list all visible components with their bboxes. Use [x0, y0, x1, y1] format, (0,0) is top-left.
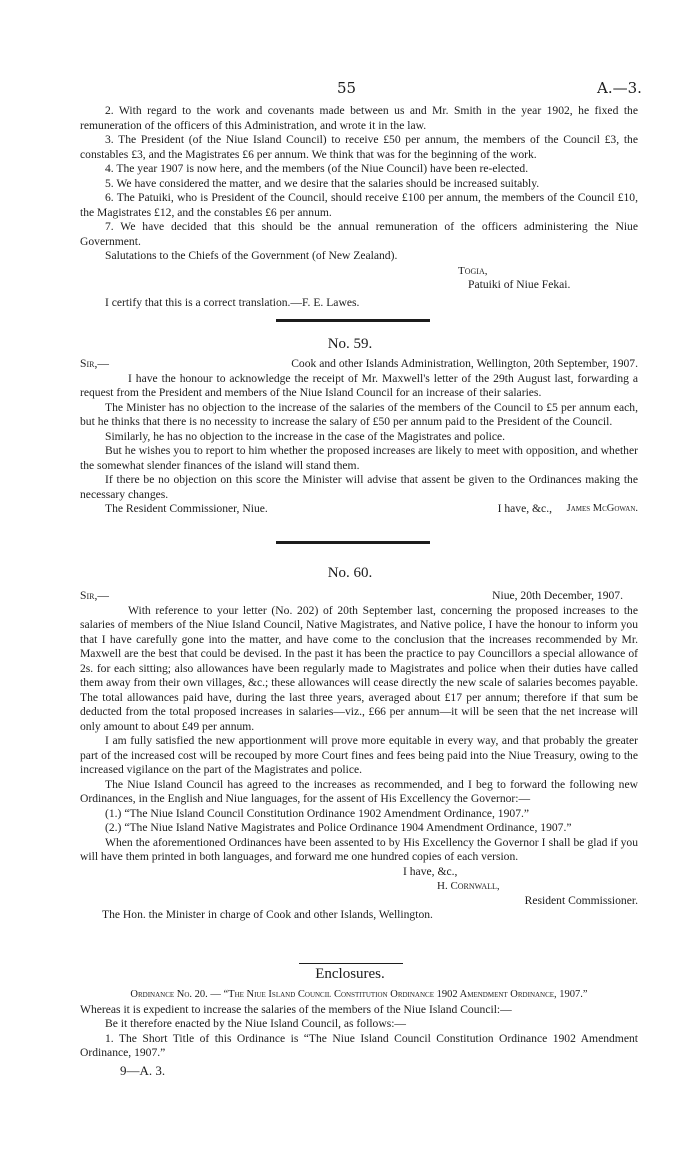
paragraph: Similarly, he has no objection to the increase in the case of the Magistrates and police. [105, 429, 506, 443]
closing: I have, &c., [497, 502, 552, 515]
signer-name: Togia, [458, 264, 488, 277]
salutation: Sir,— [80, 589, 109, 602]
letter-translation [80, 104, 638, 310]
addressee: The Hon. the Minister in charge of Cook and other Islands, Wellington. [102, 908, 433, 921]
paragraph: I am fully satisfied the new apportionment will prove more equitable in every way, and that probably the greater part of the increased cost will be recouped by more Court fines and fees being paid into the Niue Treasury, owing to the increased vigilance on the part of the Magistrates and police. [80, 734, 638, 776]
section-divider [299, 963, 403, 964]
paragraph: But he wishes you to report to him whether the proposed increases are likely to meet with opposition, and whether the somewhat slender finances of the island will stand them. [80, 444, 638, 472]
signer-title: Patuiki of Niue Fekai. [468, 278, 571, 291]
letter-60 [80, 589, 638, 923]
certification: I certify that this is a correct translation.—F. E. Lawes. [105, 295, 360, 309]
paper-reference: A.—3. [597, 79, 642, 97]
letter-59 [80, 357, 638, 517]
paragraph: 5. We have considered the matter, and we desire that the salaries should be increased suitably. [105, 176, 540, 190]
paragraph: 6. The Patuiki, who is President of the Council, should receive £100 per annum, the members of the Council £10, the Magistrates £12, and the constables £6 per annum. [80, 191, 638, 219]
enclosures-title: Enclosures. [315, 966, 385, 982]
page-number: 55 [337, 79, 357, 97]
paragraph: When the aforementioned Ordinances have been assented to by His Excellency the Governor I shall be glad if you will have them printed in both languages, and forward me one hundred copies of each version. [80, 835, 638, 863]
section-divider [276, 319, 430, 322]
ordinance-title: Ordinance No. 20. — “The Niue Island Council Constitution Ordinance 1902 Amendment Ordinance, 1907.” [130, 989, 588, 1000]
letter-header [80, 589, 638, 604]
whereas-clause: Whereas it is expedient to increase the salaries of the members of the Niue Island Council:— [80, 1002, 512, 1016]
paragraph: If there be no objection on this score the Minister will advise that assent be given to the Ordinances making the necessary changes. [80, 473, 638, 501]
letter-header [80, 357, 638, 372]
paragraph: 2. With regard to the work and covenants made between us and Mr. Smith in the year 1902, he fixed the remuneration of the officers of this Administration, and wrote it in the law. [80, 104, 638, 132]
letter-number-60: No. 60. [327, 565, 373, 581]
clause-1: 1. The Short Title of this Ordinance is “The Niue Island Council Constitution Ordinance 1902 Amendment Ordinance, 1907.” [80, 1031, 638, 1059]
paragraph: (2.) “The Niue Island Native Magistrates and Police Ordinance 1904 Amendment Ordinance, 1907.” [105, 821, 572, 834]
paragraph: I have the honour to acknowledge the receipt of Mr. Maxwell's letter of the 29th August last, forwarding a request from the President and members of the Niue Island Council for an increase of their salaries. [80, 371, 638, 399]
signature-mark: 9—A. 3. [120, 1063, 166, 1078]
section-divider [276, 541, 430, 544]
paragraph: 4. The year 1907 is now here, and the members (of the Niue Council) have been re-elected. [105, 162, 529, 175]
salutation: Sir,— [80, 357, 109, 370]
signer-name: H. Cornwall, [437, 880, 500, 892]
letter-number-59: No. 59. [327, 336, 373, 352]
paragraph: (1.) “The Niue Island Council Constitution Ordinance 1902 Amendment Ordinance, 1907.” [105, 806, 530, 820]
enacting-clause: Be it therefore enacted by the Niue Island Council, as follows:— [105, 1017, 407, 1030]
paragraph: The Minister has no objection to the increase of the salaries of the members of the Council to £5 per annum each, but he thinks that there is no necessity to increase the salary of £50 per annum paid to the President of the Council. [80, 400, 638, 428]
paragraph: 3. The President (of the Niue Island Council) to receive £50 per annum, the members of the Council £3, the constables £3, and the Magistrates £6 per annum. We think that was for the beginning of the work. [80, 133, 638, 161]
signer: James McGowan. [566, 503, 638, 514]
paragraph: Salutations to the Chiefs of the Government (of New Zealand). [105, 249, 398, 262]
dateline: Niue, 20th December, 1907. [492, 589, 623, 602]
paragraph: The Niue Island Council has agreed to the increases as recommended, and I beg to forward the following new Ordinances, in the English and Niue languages, for the assent of His Excellency the Governor:— [80, 777, 638, 805]
enclosures-body [80, 988, 638, 1061]
dateline: Cook and other Islands Administration, Wellington, 20th September, 1907. [291, 357, 638, 370]
closing: I have, &c., [403, 864, 458, 878]
paragraph: With reference to your letter (No. 202) of 20th September last, concerning the proposed increases to the salaries of members of the Niue Island Council, Native Magistrates, and Native police, I have the honour to inform you that I have carefully gone into the matter, and have come to the conclusion that the increases recommended by Mr. Maxwell are the best that could be devised. In the past it has been the practice to pay Councillors a special allowance of 2s. for each sitting; also allowances have been regularly made to Magistrates and police when their duties have called them away from their own villages, &c.; these allowances will cease directly the new scale of salaries becomes payable. The total allowances paid have, during the last three years, averaged about £17 per annum; therefore if that sum be deducted from the total proposed increases in salaries—viz., £66 per annum—it will be seen that the net increase will only amount to about £49 per annum. [80, 603, 638, 733]
addressee: The Resident Commissioner, Niue. [105, 502, 268, 515]
paragraph: 7. We have decided that this should be the annual remuneration of the officers administering the Niue Government. [80, 220, 638, 248]
signer-title: Resident Commissioner. [524, 893, 638, 907]
